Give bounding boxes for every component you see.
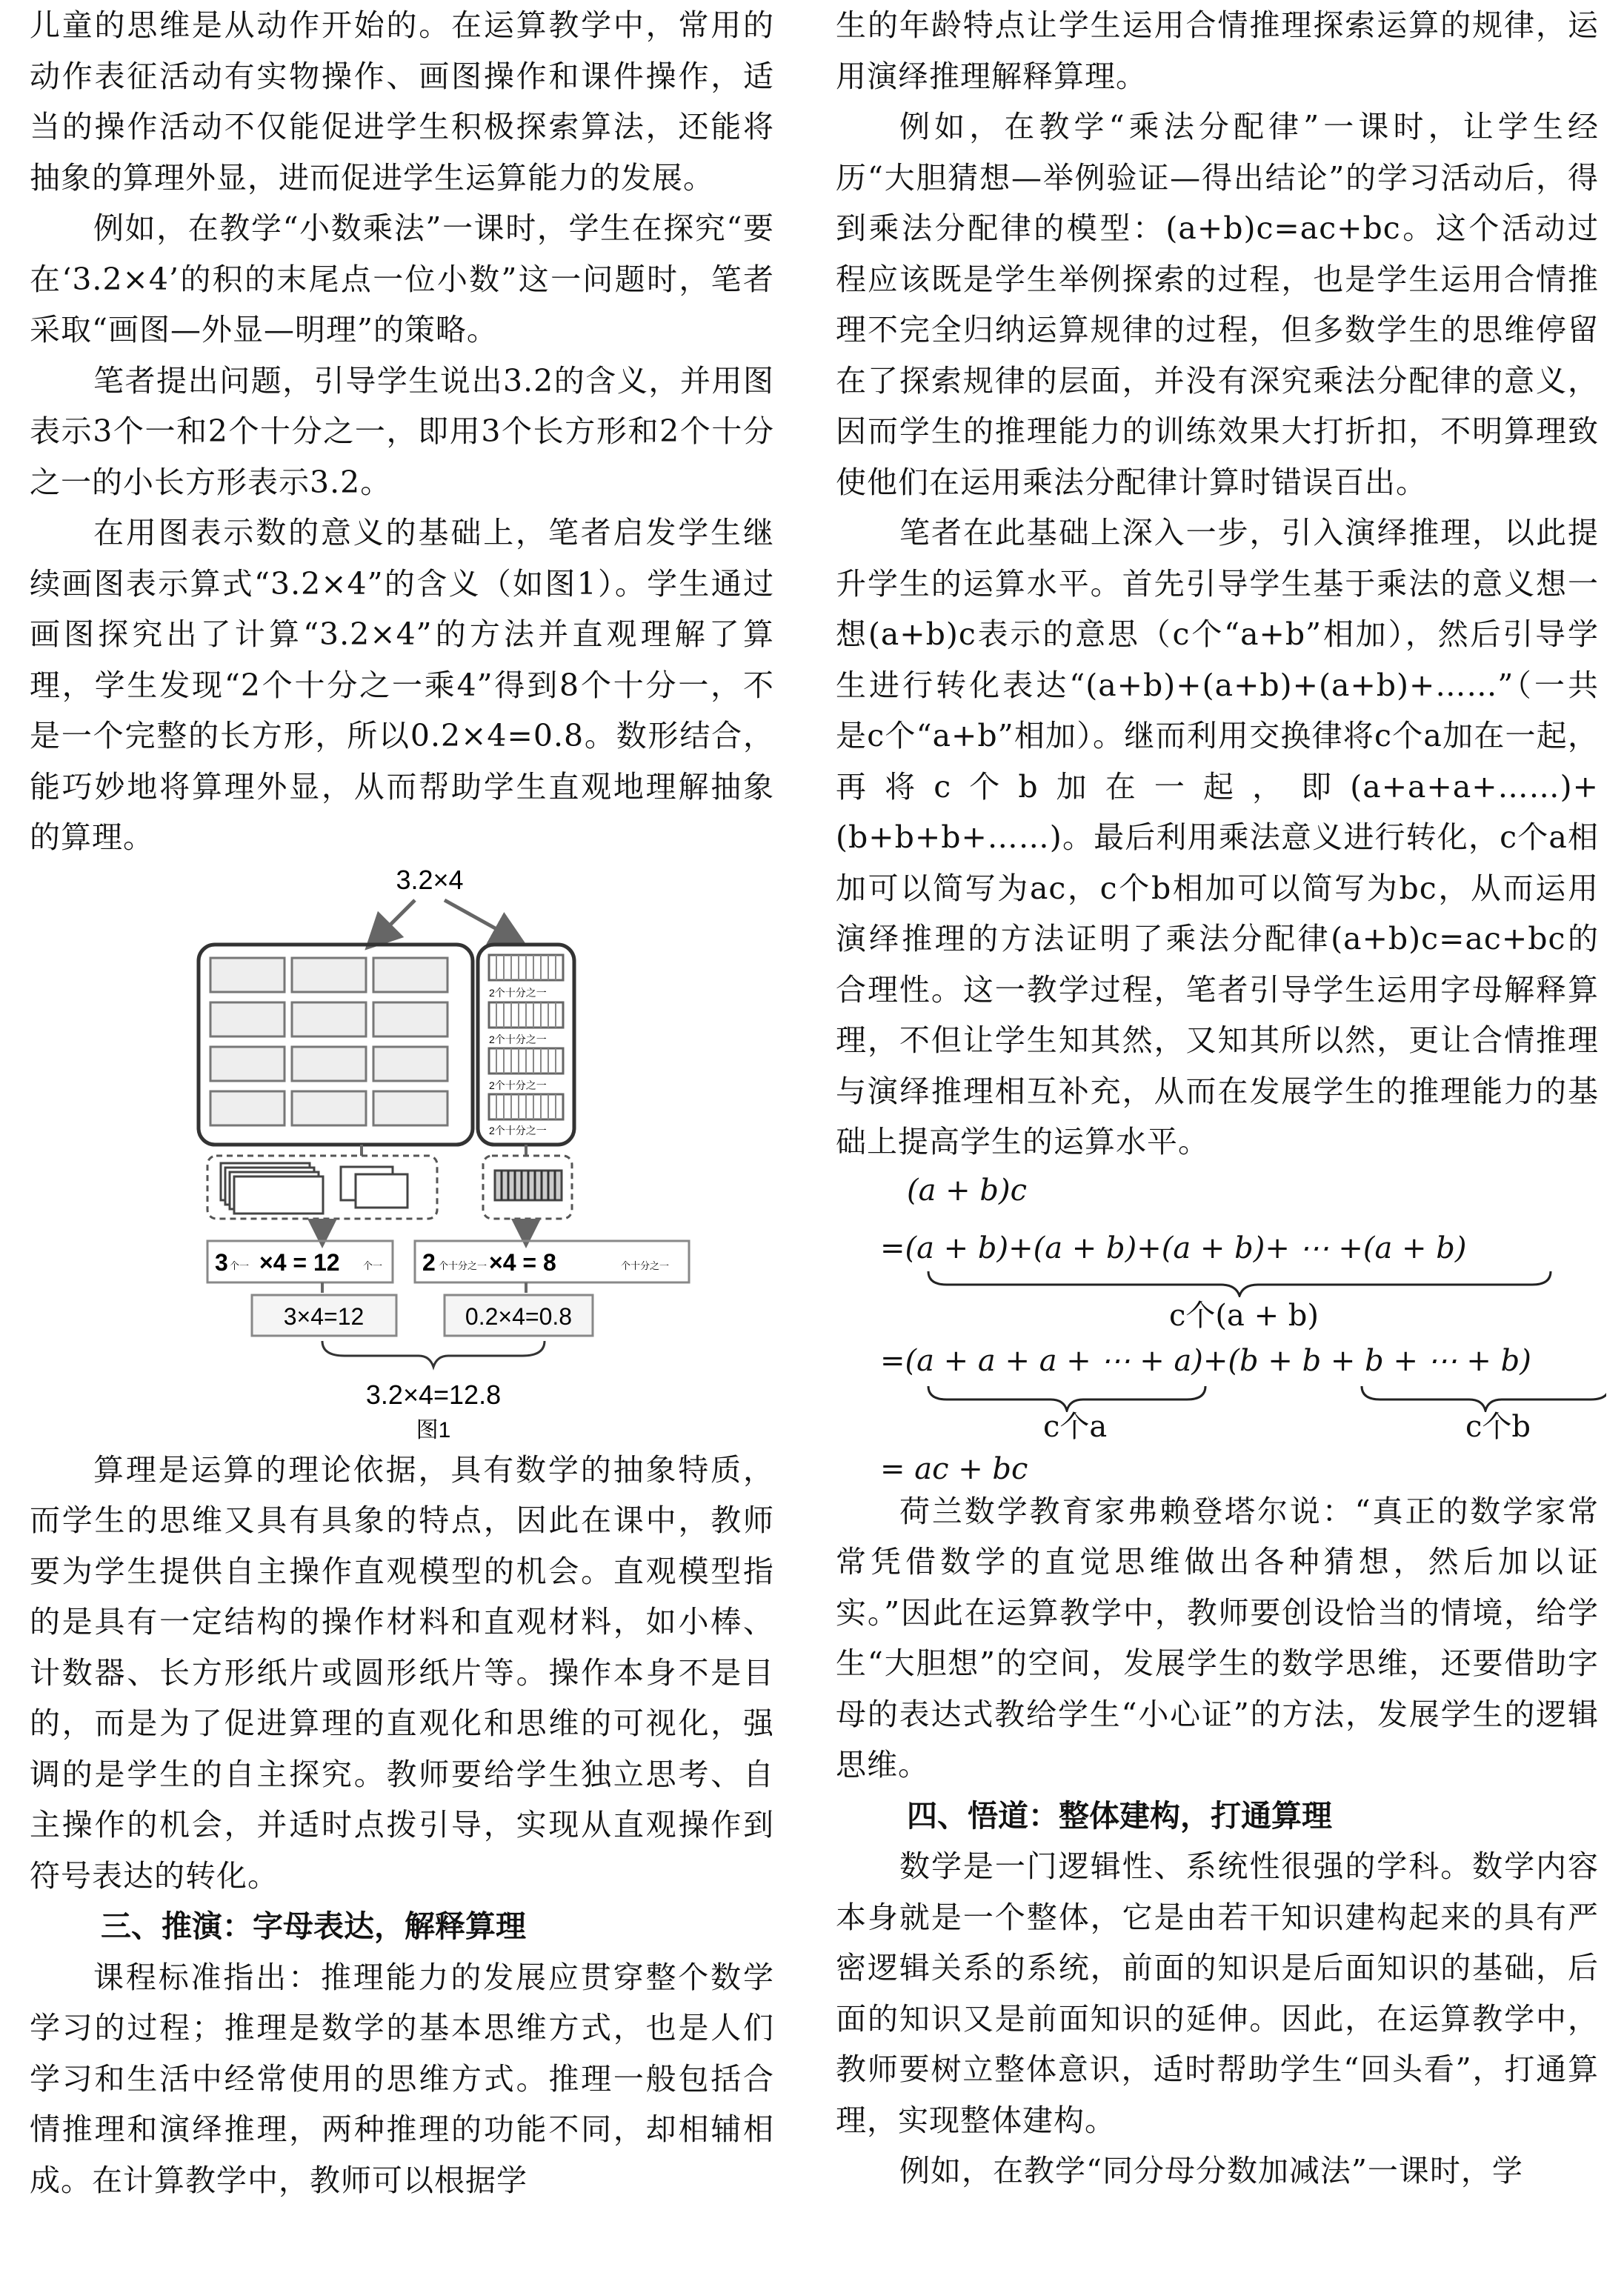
brace-1-label: c个(a + b): [1169, 1298, 1320, 1333]
paragraph: 笔者在此基础上深入一步，引入演绎推理，以此提升学生的运算水平。首先引导学生基于乘法的意义想一想(a+b)c表示的意思（c个“a+b”相加），然后引导学生进行转化表达“(a+b)+(a+b)+(a+b)+……”（一共是c个“a+b”相加）。继而利用交换律将c个a加在一起，再将c个b加在一起，即(a+a+a+……)+(b+b+b+……)。最后利用乘法意义进行转化，c个a相加可以简写为ac，c个b相加可以简写为bc，从而运用演绎推理的方法证明了乘法分配律(a+b)c=ac+bc的合理性。这一教学过程，笔者引导学生运用字母解释算理，不但让学生知其然，又知其所以然，更让合情推理与演绎推理相互补充，从而在发展学生的推理能力的基础上提高学生的运算水平。: [836, 515, 1599, 1159]
total-brace: [322, 1341, 545, 1367]
eq1-a: 3: [215, 1248, 228, 1276]
eq2-op: ×4 = 8: [489, 1248, 556, 1276]
paragraph: 课程标准指出：推理能力的发展应贯穿整个数学学习的过程；推理是数学的基本思维方式，也是人们学习和生活中经常使用的思维方式。推理一般包括合情推理和演绎推理，两种推理的功能不同，却相辅相成。在计算教学中，教师可以根据学: [30, 1959, 774, 2198]
left-column: [30, 0, 774, 2206]
section-heading-3: 三、推演：字母表达，解释算理: [101, 1908, 526, 1944]
math-line-4: = ac + bc: [880, 1451, 1028, 1486]
paragraph: 算理是运算的理论依据，具有数学的抽象特质，而学生的思维又具有具象的特点，因此在课中，教师要为学生提供自主操作直观模型的机会。直观模型指的是具有一定结构的操作材料和直观材料，如小棒、计数器、长方形纸片或圆形纸片等。操作本身不是目的，而是为了促进算理的直观化和思维的可视化，强调的是学生的自主探究。教师要给学生独立思考、自主操作的机会，并适时点拨引导，实现从直观操作到符号表达的转化。: [30, 1451, 774, 1894]
brace-2b-label: c个b: [1465, 1409, 1531, 1444]
figure-caption: 图1: [416, 1417, 451, 1442]
derivation: [836, 1168, 1599, 1486]
figure-1-diagram: [30, 863, 774, 1445]
tenth-label: 2个十分之一: [489, 986, 547, 999]
paragraph: 例如，在教学“乘法分配律”一课时，让学生经历“大胆猜想—举例验证—得出结论”的学习活动后，得到乘法分配律的模型：(a+b)c=ac+bc。这个活动过程应该既是学生举例探索的过程，也是学生运用合情推理不完全归纳运算规律的过程，但多数学生的思维停留在了探索规律的层面，并没有深究乘法分配律的意义，因而学生的推理能力的训练效果大打折扣，不明算理致使他们在运用乘法分配律计算时错误百出。: [836, 109, 1599, 500]
math-line-3: =(a + a + a + ⋯ + a)+(b + b + b + ⋯ + b): [880, 1343, 1531, 1378]
stacked-rectangles: [221, 1163, 407, 1214]
paragraph: 例如，在教学“小数乘法”一课时，学生在探究“要在‘3.2×4’的积的末尾点一位小数”这一问题时，笔者采取“画图—外显—明理”的策略。: [30, 210, 774, 347]
paragraph: 笔者提出问题，引导学生说出3.2的含义，并用图表示3个一和2个十分之一，即用3个长方形和2个十分之一的小长方形表示3.2。: [30, 362, 774, 500]
paragraph: 例如，在教学“同分母分数加减法”一课时，学: [899, 2153, 1523, 2189]
math-line-1: (a + b)c: [907, 1173, 1028, 1208]
figure-top-label: 3.2×4: [396, 864, 464, 895]
paragraph: 荷兰数学教育家弗赖登塔尔说：“真正的数学家常常凭借数学的直觉思维做出各种猜想，然后加以证实。”因此在运算教学中，教师要创设恰当的情境，给学生“大胆想”的空间，发展学生的数学思维，还要借助字母的表达式教给学生“小心证”的方法，发展学生的逻辑思维。: [836, 1493, 1599, 1783]
eq2-unit2: 个十分之一: [621, 1259, 670, 1271]
tenth-label: 2个十分之一: [489, 1079, 547, 1091]
tenth-label: 2个十分之一: [489, 1124, 547, 1136]
eq1-unit: 个一: [363, 1259, 383, 1271]
paragraph: 在用图表示数的意义的基础上，笔者启发学生继续画图表示算式“3.2×4”的含义（如图1）。学生通过画图探究出了计算“3.2×4”的方法并直观理解了算理，学生发现“2个十分之一乘4”得到8个十分一，不是一个完整的长方形，所以0.2×4=0.8。数形结合，能巧妙地将算理外显，从而帮助学生直观地理解抽象的算理。: [30, 515, 774, 855]
paragraph: 数学是一门逻辑性、系统性很强的学科。数学内容本身就是一个整体，它是由若干知识建构起来的具有严密逻辑关系的系统，前面的知识是后面知识的基础，后面的知识又是前面知识的延伸。因此，在运算教学中，教师要树立整体意识，适时帮助学生“回头看”，打通算理，实现整体建构。: [836, 1848, 1599, 2138]
eq1-unit: 个一: [230, 1259, 250, 1271]
paragraph: 生的年龄特点让学生运用合情推理探索运算的规律，运用演绎推理解释算理。: [836, 7, 1599, 94]
section-heading-4: 四、悟道：整体建构，打通算理: [907, 1797, 1332, 1834]
eq2-unit: 个十分之一: [439, 1259, 487, 1271]
eq1-op: ×4 = 12: [259, 1248, 340, 1276]
right-column: [836, 0, 1599, 2197]
eight-tenths-strip: [495, 1171, 562, 1200]
ones-rectangles: [210, 958, 447, 1125]
figure-1: [30, 863, 774, 1445]
tenth-label: 2个十分之一: [489, 1033, 547, 1045]
math-line-2: =(a + b)+(a + b)+(a + b)+ ⋯ +(a + b): [880, 1231, 1467, 1265]
figure-total: 3.2×4=12.8: [365, 1379, 502, 1410]
brace-2a-label: c个a: [1043, 1409, 1108, 1444]
result-2: 0.2×4=0.8: [465, 1302, 573, 1330]
eq2-a: 2: [422, 1248, 436, 1276]
paragraph: 儿童的思维是从动作开始的。在运算教学中，常用的动作表征活动有实物操作、画图操作和课件操作，适当的操作活动不仅能促进学生积极探索算法，还能将抽象的算理外显，进而促进学生运算能力的发展。: [30, 7, 774, 196]
result-1: 3×4=12: [283, 1302, 365, 1330]
